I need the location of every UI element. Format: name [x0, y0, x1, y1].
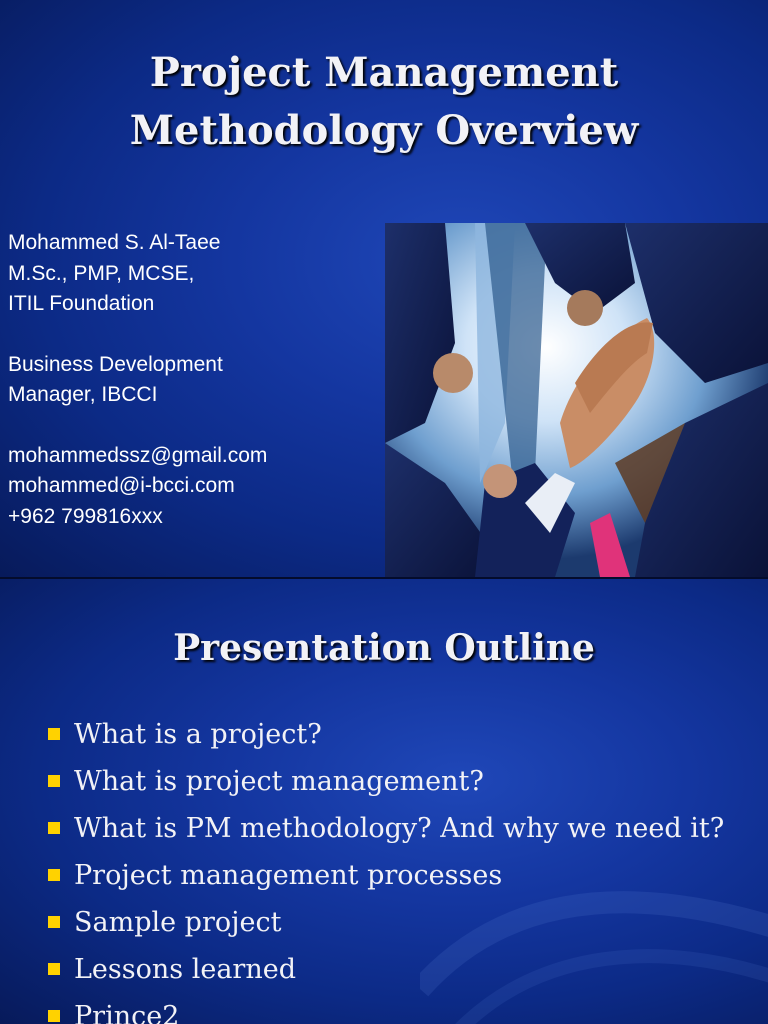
author-role-2: Manager, IBCCI	[8, 383, 158, 406]
list-item-text: Prince2	[74, 1001, 180, 1024]
square-bullet-icon	[48, 1010, 60, 1022]
list-item	[48, 758, 724, 805]
list-item-text: Sample project	[74, 907, 282, 938]
list-item-text: What is project management?	[74, 766, 484, 797]
square-bullet-icon	[48, 822, 60, 834]
title-line-2: Methodology Overview	[129, 107, 639, 154]
author-email-2: mohammed@i-bcci.com	[8, 474, 235, 497]
list-item-text: Project management processes	[74, 860, 503, 891]
square-bullet-icon	[48, 728, 60, 740]
square-bullet-icon	[48, 963, 60, 975]
outline-list	[48, 711, 724, 1024]
list-item	[48, 805, 724, 852]
square-bullet-icon	[48, 775, 60, 787]
author-credentials-1: M.Sc., PMP, MCSE,	[8, 261, 195, 285]
list-item-text: What is PM methodology? And why we need it?	[74, 813, 725, 844]
spacer	[8, 320, 378, 350]
list-item	[48, 946, 724, 993]
list-item-text: What is a project?	[74, 719, 322, 750]
list-item	[48, 852, 724, 899]
list-item	[48, 711, 724, 758]
outline-slide	[0, 577, 768, 1024]
author-role-1: Business Development	[8, 352, 223, 376]
handshake-team-photo	[385, 223, 768, 577]
title-line-1: Project Management	[149, 49, 619, 96]
list-item	[48, 899, 724, 946]
list-item-text: Lessons learned	[74, 954, 296, 985]
spacer	[8, 411, 378, 441]
author-phone: +962 799816xxx	[8, 504, 163, 528]
list-item	[48, 993, 724, 1024]
author-email-1: mohammedssz@gmail.com	[8, 443, 268, 467]
author-credentials-2: ITIL Foundation	[8, 292, 155, 315]
slide-title: Presentation Outline	[173, 627, 595, 669]
square-bullet-icon	[48, 916, 60, 928]
author-name: Mohammed S. Al-Taee	[8, 231, 221, 254]
slide-title	[0, 44, 768, 160]
author-info	[8, 228, 378, 532]
square-bullet-icon	[48, 869, 60, 881]
